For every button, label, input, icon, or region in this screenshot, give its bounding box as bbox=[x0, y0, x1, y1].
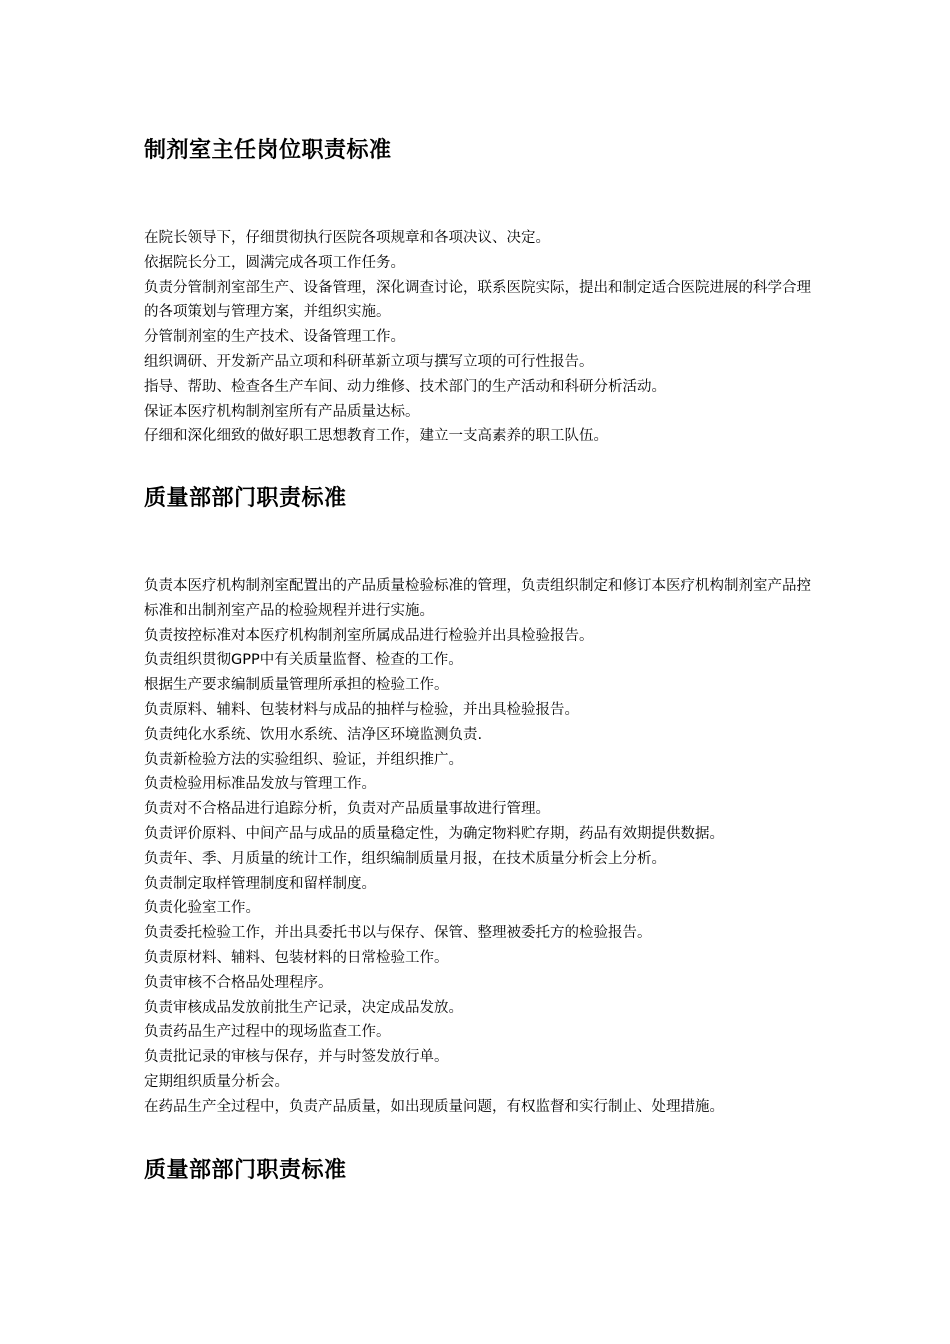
duty-list bbox=[144, 226, 814, 449]
duty-paragraph: 负责新检验方法的实验组织、验证，并组织推广。 bbox=[144, 751, 463, 768]
duty-paragraph: 负责原材料、辅料、包装材料的日常检验工作。 bbox=[144, 949, 449, 966]
duty-paragraph: 负责按控标准对本医疗机构制剂室所属成品进行检验并出具检验报告。 bbox=[144, 627, 594, 644]
duty-paragraph: 负责化验室工作。 bbox=[144, 900, 260, 917]
duty-paragraph: 分管制剂室的生产技术、设备管理工作。 bbox=[144, 329, 405, 346]
duty-paragraph: 指导、帮助、检查各生产车间、动力维修、技术部门的生产活动和科研分析活动。 bbox=[144, 378, 666, 395]
duty-paragraph: 负责评价原料、中间产品与成品的质量稳定性，为确定物料贮存期，药品有效期提供数据。 bbox=[144, 825, 724, 842]
duty-paragraph: 负责原料、辅料、包装材料与成品的抽样与检验，并出具检验报告。 bbox=[144, 701, 579, 718]
section-heading: 制剂室主任岗位职责标准 bbox=[144, 138, 392, 163]
duty-paragraph: 负责审核成品发放前批生产记录，决定成品发放。 bbox=[144, 999, 463, 1016]
duty-paragraph: 负责组织贯彻GPP中有关质量监督、检查的工作。 bbox=[144, 652, 463, 669]
duty-paragraph: 负责药品生产过程中的现场监查工作。 bbox=[144, 1024, 391, 1041]
section-quality-duties-continued bbox=[144, 1156, 814, 1186]
duty-paragraph: 在院长领导下，仔细贯彻执行医院各项规章和各项决议、决定。 bbox=[144, 230, 550, 246]
duty-paragraph: 在药品生产全过程中，负责产品质量，如出现质量问题，有权监督和实行制止、处理措施。 bbox=[144, 1098, 724, 1115]
duty-paragraph: 负责制定取样管理制度和留样制度。 bbox=[144, 875, 376, 892]
duty-paragraph: 负责本医疗机构制剂室配置出的产品质量检验标准的管理，负责组织制定和修订本医疗机构制剂室产品控标准和出制剂室产品的检验规程并进行实施。 bbox=[144, 578, 811, 619]
duty-list bbox=[144, 574, 814, 1120]
duty-paragraph: 定期组织质量分析会。 bbox=[144, 1073, 289, 1090]
duty-paragraph: 根据生产要求编制质量管理所承担的检验工作。 bbox=[144, 677, 449, 694]
section-quality-duties bbox=[144, 484, 814, 1120]
duty-paragraph: 组织调研、开发新产品立项和科研革新立项与撰写立项的可行性报告。 bbox=[144, 353, 594, 370]
duty-paragraph: 负责对不合格品进行追踪分析，负责对产品质量事故进行管理。 bbox=[144, 801, 550, 818]
duty-paragraph: 仔细和深化细致的做好职工思想教育工作，建立一支高素养的职工队伍。 bbox=[144, 428, 608, 445]
duty-paragraph: 依据院长分工，圆满完成各项工作任务。 bbox=[144, 254, 405, 271]
duty-paragraph: 负责年、季、月质量的统计工作，组织编制质量月报，在技术质量分析会上分析。 bbox=[144, 850, 666, 867]
duty-paragraph: 保证本医疗机构制剂室所有产品质量达标。 bbox=[144, 403, 420, 420]
section-heading: 质量部部门职责标准 bbox=[144, 486, 347, 511]
duty-paragraph: 负责分管制剂室部生产、设备管理，深化调查讨论，联系医院实际，提出和制定适合医院进展的科学合理的各项策划与管理方案，并组织实施。 bbox=[144, 279, 811, 321]
duty-paragraph: 负责审核不合格品处理程序。 bbox=[144, 974, 333, 991]
section-heading: 质量部部门职责标准 bbox=[144, 1158, 347, 1183]
section-director-duties bbox=[144, 136, 814, 449]
duty-paragraph: 负责检验用标准品发放与管理工作。 bbox=[144, 776, 376, 793]
duty-paragraph: 负责纯化水系统、饮用水系统、洁净区环境监测负责. bbox=[144, 726, 483, 743]
duty-paragraph: 负责批记录的审核与保存，并与时签发放行单。 bbox=[144, 1049, 449, 1066]
duty-paragraph: 负责委托检验工作，并出具委托书以与保存、保管、整理被委托方的检验报告。 bbox=[144, 925, 652, 942]
